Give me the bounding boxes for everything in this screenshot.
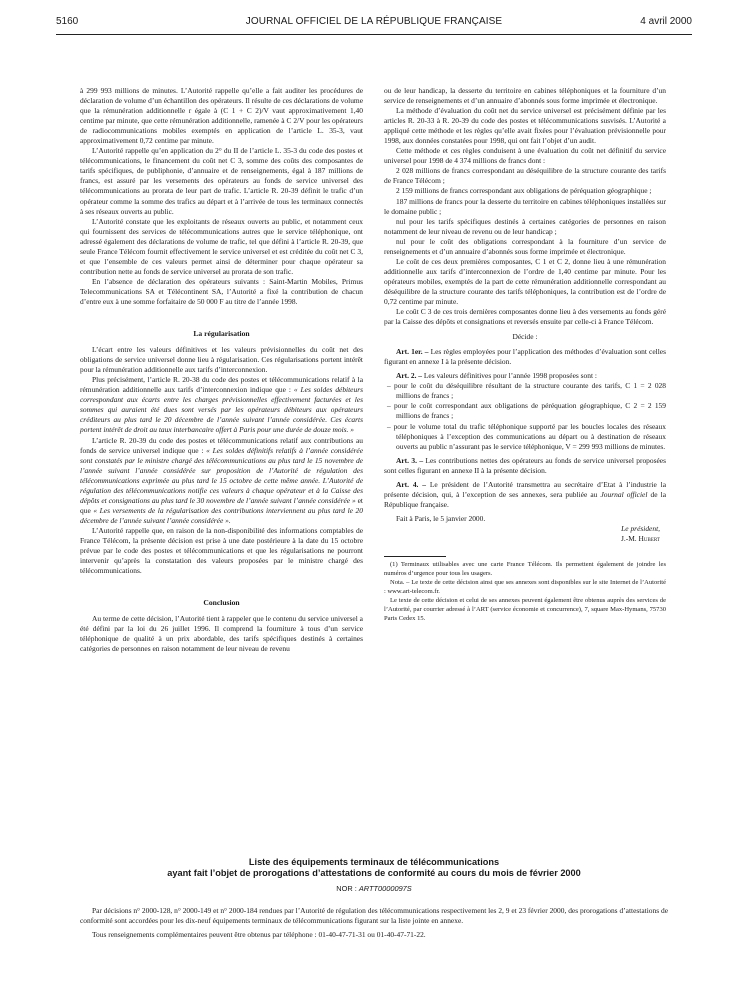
paragraph-text: Plus précisément, l’article R. 20-38 du code des postes et télécommunications relatif à la rémunération additionnelle aux tarifs d’interconnexion indique que : — [80, 375, 363, 395]
paragraph: 2 159 millions de francs correspondant aux obligations de péréquation géographique ; — [396, 186, 652, 196]
paragraph: 2 028 millions de francs correspondant au déséquilibre de la structure courante des tarifs de France Télécom ; — [384, 166, 666, 186]
right-column — [384, 86, 666, 624]
quotation: « Les versements de la régularisation des contributions interviennent au plus tard le 20 décembre de l’année suivant l’année considérée ». — [80, 505, 363, 525]
article-3 — [384, 456, 666, 476]
article-label: Art. 4. – — [396, 479, 426, 489]
paragraph — [80, 375, 363, 435]
paragraph: L’Autorité rappelle que, en raison de la non-disponibilité des informations comptables de France Télécom, la présente décision est prise à une date postérieure à la date du 15 octobre prévue par le code des postes et télécommunications et que les régularisations ne pourront intervenir qu’après la constatation des valeurs proposées par le ministre chargé des télécommunications. — [80, 525, 363, 576]
notice-body — [80, 906, 668, 940]
notice-title-line: Liste des équipements terminaux de télécommunications — [248, 857, 500, 867]
article-label: Art. 2. – — [396, 371, 423, 381]
article-4 — [384, 480, 666, 510]
list-item: – pour le volume total du trafic téléphonique supporté par les boucles locales des réseaux téléphoniques à l’exception des communications au départ ou à destination de réseaux ouverts au public n’assurant pas le service téléphonique, V = 299 993 millions de minutes. — [387, 421, 666, 451]
paragraph: Cette méthode et ces règles conduisent à une évaluation du coût net définitif du service universel pour 1998 de 4 374 millions de francs dont : — [384, 146, 666, 166]
article-1 — [384, 347, 666, 367]
paragraph: Tous renseignements complémentaires peuvent être obtenus par téléphone : 01-40-47-71-31 ou 01-40-47-71-22. — [92, 930, 426, 940]
paragraph: nul pour les tarifs spécifiques destinés à certaines catégories de personnes en raison notamment de leur niveau de revenu ou de leur handicap ; — [384, 216, 666, 236]
list-item: – pour le coût du déséquilibre résultant de la structure courante des tarifs, C 1 = 2 028 millions de francs ; — [387, 381, 666, 401]
issue-date: 4 avril 2000 — [640, 16, 692, 27]
paragraph: 187 millions de francs pour la desserte du territoire en cabines téléphoniques installées sur le domaine public ; — [384, 196, 666, 216]
article-text: Le président de l’Autorité transmettra au secrétaire d’Etat à l’industrie la présente décision, qui, à l’exception de ses annexes, sera publiée au — [384, 479, 667, 499]
paragraph: En l’absence de déclaration des opérateurs suivants : Saint-Martin Mobiles, Primus Telecommunications SA et Télécontinent SA, l’Autorité a fixé la contribution de chacun d’entre eux à une somme forfaitaire de 50 000 F au titre de l’année 1998. — [80, 276, 363, 306]
decide-heading: Décide : — [512, 332, 538, 342]
running-header — [56, 14, 692, 30]
nor-label: NOR : — [336, 884, 359, 893]
paragraph: La méthode d’évaluation du coût net du service universel est précisément définie par les articles R. 20-33 à R. 20-39 du code des postes et télécommunications susvisés. L’Autorité a appliqué cette méthode et les règles qu’elle avait fixées pour l’évaluation prévisionnelle pour 1998, aux données constatées pour 1998, qui ont fait l’objet d’un audit. — [384, 106, 666, 146]
paragraph-text: et que — [80, 495, 363, 515]
paragraph: L’Autorité rappelle qu’en application du 2° du II de l’article L. 35-3 du code des postes et télécommunications, le financement du coût net C 3, somme des coûts des composantes de tarifs spécifiques, de publiphonie, d’annuaire et de renseignements, égal à 187 millions de francs, est assuré par les versements des opérateurs au fonds de service universel des télécommunications au prorata de leur part de trafic. L’article R. 20-39 définit le trafic d’un opérateur comme la somme des trafics au départ et à l’arrivée de tous les terminaux connectés à ses réseaux ouverts au public. — [80, 146, 363, 216]
notice-title — [80, 857, 668, 879]
paragraph: à 299 993 millions de minutes. L’Autorité rappelle qu’elle a fait auditer les procédures de déclaration de volume d’un échantillon des opérateurs. Il résulte de ces déclarations de volume que la rémunération additionnelle r égale à (C 1 + C 2)/V vaut approximativement 1,40 centime par minute, que cette rémunération additionnelle, ramenée à C 2/V pour les opérateurs de radiocommunications mobiles exemptés en application de l’article L. 35-3, vaut approximativement 0,72 centime par minute. — [80, 86, 363, 146]
article-label: Art. 1er. – — [396, 347, 429, 357]
section-heading-conclusion: Conclusion — [203, 598, 240, 608]
paragraph: Le coût C 3 de ces trois dernières composantes donne lieu à des versements au fonds géré par la Caisse des dépôts et consignations et reversés ensuite par celle-ci à France Télécom. — [384, 307, 666, 327]
paragraph: L’Autorité constate que les exploitants de réseaux ouverts au public, et notamment ceux qui fournissent des services de télécommunications autres que le service téléphonique, ont adressé également des déclarations de volume de trafic, tel que défini à l’article R. 20-39, que seule France Télécom fournit effectivement le service universel et est créditée du coût net C 3, et que l’ensemble de ces valeurs permet ainsi de déterminer pour chaque opérateur sa contribution nette au fonds de service universel au prorata de son trafic. — [80, 216, 363, 276]
signature-title: Le président, — [621, 523, 660, 533]
notice-title-line: ayant fait l’objet de prorogations d’attestations de conformité au cours du mois de février 2000 — [167, 868, 581, 878]
journal-title: JOURNAL OFFICIEL DE LA RÉPUBLIQUE FRANÇAISE — [245, 16, 503, 27]
paragraph: Le coût de ces deux premières composantes, C 1 et C 2, donne lieu à une rémunération additionnelle aux tarifs d’interconnexion de l’ordre de 1,40 centime par minute. Pour les opérateurs mobiles, exemptés de la part de cette rémunération additionnelle correspondant au déséquilibre de la structure courante des tarifs téléphoniques, la contribution est de l’ordre de 0,72 centime par minute. — [384, 256, 666, 306]
article-text: Les règles employées pour l’application des méthodes d’évaluation sont celles figurant en annexe I à la présente décision. — [384, 347, 666, 367]
quotation: « Les soldes définitifs relatifs à l’année considérée sont constatés par le ministre chargé des télécommunications au plus tard le 15 novembre de l’année suivant l’année considérée sur proposition de l’Autorité de régulation des télécommunications exprimée au plus tard le 15 octobre de cette même année. L’Autorité de régulation des télécommunications notifie ces valeurs à chaque opérateur et à la Caisse des dépôts et consignations au plus tard le 30 novembre de l’année suivant l’année considérée » — [80, 445, 363, 505]
journal-name: Journal officiel — [600, 489, 648, 499]
paragraph: ou de leur handicap, la desserte du territoire en cabines téléphoniques et la fourniture d’un service de renseignements et d’un annuaire d’abonnés sous forme imprimée et électronique. — [384, 86, 666, 106]
place-date: Fait à Paris, le 5 janvier 2000. — [396, 513, 486, 523]
paragraph — [80, 436, 363, 526]
header-rule — [56, 34, 692, 35]
article-2 — [384, 371, 666, 381]
article-text: Les valeurs définitives pour l’année 1998 proposées sont : — [422, 371, 597, 381]
article-text: de la République française. — [384, 489, 667, 509]
page-number: 5160 — [56, 16, 79, 27]
paragraph: nul pour le coût des obligations correspondant à la fourniture d’un service de renseignements et d’un annuaire d’abonnés sous forme imprimée et électronique. — [384, 236, 666, 256]
paragraph: Au terme de cette décision, l’Autorité tient à rappeler que le contenu du service universel a été défini par la loi du 26 juillet 1996. Il comprend la fourniture à tous d’un service téléphonique de qualité à un prix abordable, des tarifs spécifiques destinés à certaines catégories de personnes en raison notamment de leur niveau de revenu — [80, 614, 363, 654]
paragraph-text: L’article R. 20-39 du code des postes et télécommunications relatif aux contributions au fonds de service universel indique que : — [80, 435, 363, 455]
footnote: Le texte de cette décision et celui de ses annexes peuvent également être obtenus auprès des services de l’Autorité, par courrier adressé à l’ART (service économie et concurrence), 7, square Max-Hymans, 75730 Paris Cedex 15. — [384, 597, 666, 622]
footnote: Nota. – Le texte de cette décision ainsi que ses annexes sont disponibles sur le site Internet de l’Autorité : www.art-telecom.fr. — [384, 579, 666, 595]
article-text: Les contributions nettes des opérateurs au fonds de service universel proposées sont celles figurant en annexe II à la présente décision. — [384, 455, 667, 475]
paragraph: Par décisions n° 2000-128, n° 2000-149 et n° 2000-184 rendues par l’Autorité de régulation des télécommunications respectivement les 2, 9 et 23 février 2000, des prorogations d’attestations de conformité sont accordées pour les dix-neuf équipements terminaux de télécommunications figurant sur la liste jointe en annexe. — [80, 906, 668, 926]
footnotes — [384, 561, 666, 623]
article-label: Art. 3. – — [396, 455, 424, 465]
left-column — [80, 86, 363, 654]
paragraph: L’écart entre les valeurs définitives et les valeurs prévisionnelles du coût net des obligations de service universel donne lieu à régularisation. Ces régularisations portent intérêt pour la rémunération additionnelle aux tarifs d’interconnexion. — [80, 345, 363, 375]
nor-reference — [80, 884, 668, 893]
signature-name: J.-M. Hubert — [620, 533, 660, 543]
article-2-list — [384, 381, 666, 451]
section-heading-regularisation: La régularisation — [193, 329, 250, 339]
quotation: « Les soldes débiteurs correspondant aux écarts entre les charges prévisionnelles effectivement facturées et les sommes qui auraient été dues sont versés par les opérateurs débiteurs aux opérateurs créditeurs au plus tard le 20 décembre de l’année suivant l’année considérée. Ces écarts portent intérêt de droit au taux interbancaire offert à Paris pour une durée de douze mois. » — [80, 385, 363, 435]
list-item: – pour le coût correspondant aux obligations de péréquation géographique, C 2 = 2 159 millions de francs ; — [387, 401, 666, 421]
footnote-rule — [384, 556, 446, 557]
nor-code: ARTT0000097S — [358, 884, 412, 893]
footnote: (1) Terminaux utilisables avec une carte France Télécom. Ils permettent également de joindre les numéros d’urgence pour tous les usagers. — [384, 561, 666, 577]
